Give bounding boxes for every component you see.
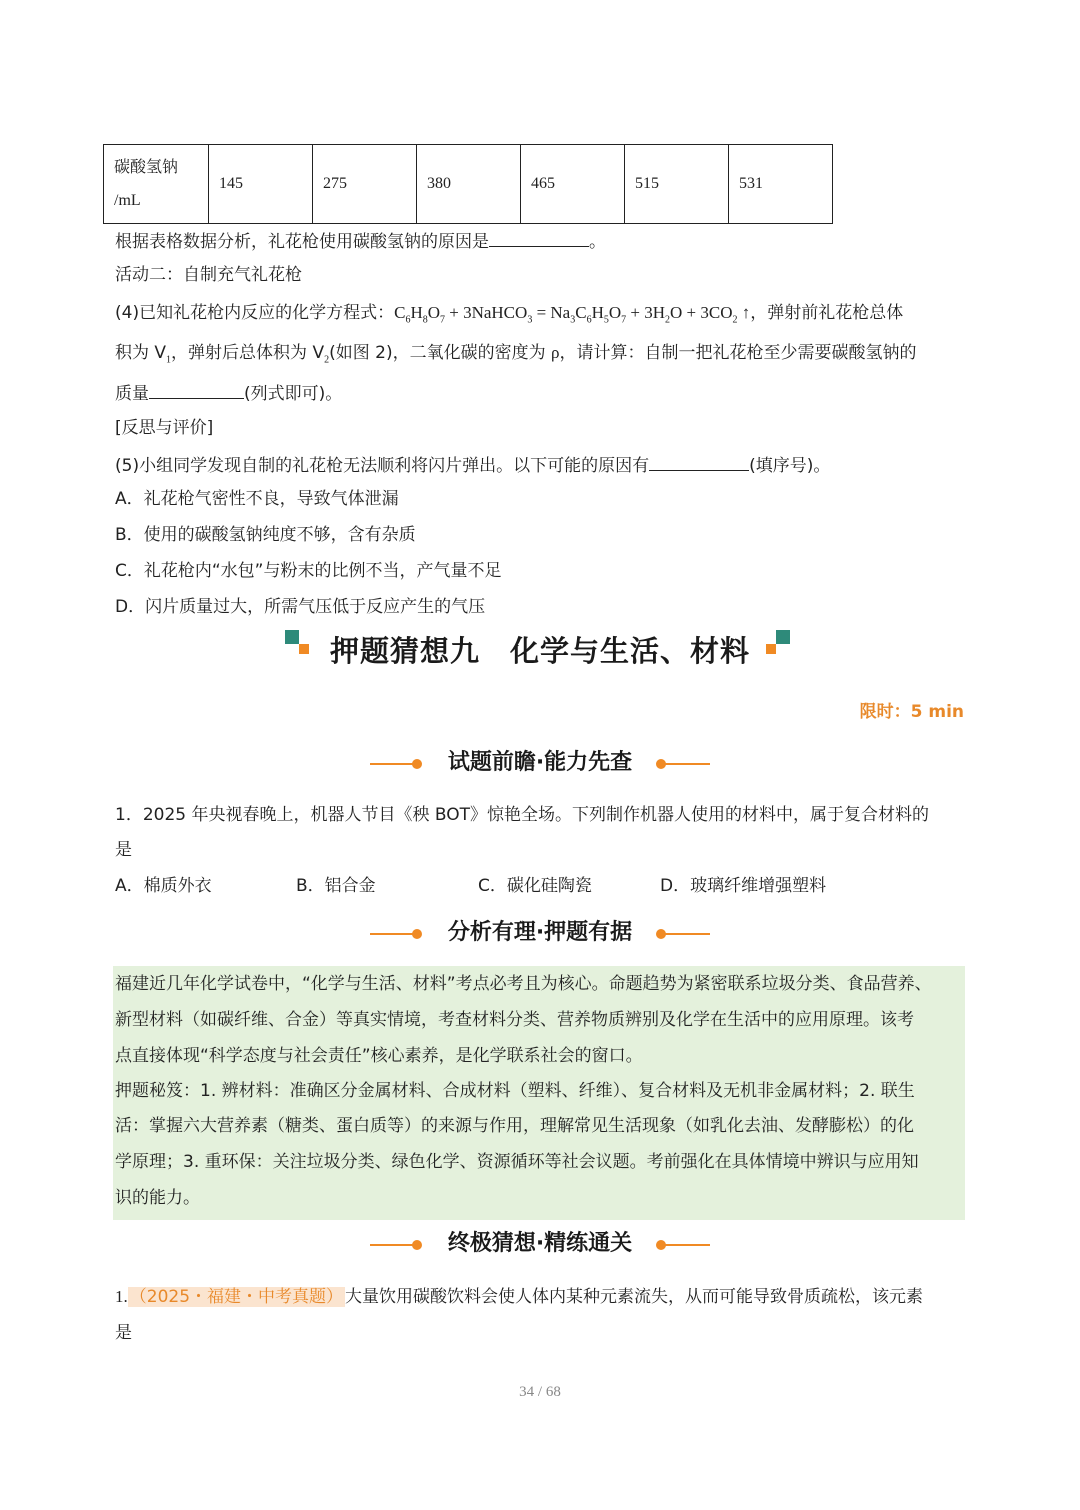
reflection-heading: [反思与评价] xyxy=(115,418,214,438)
table-cell: 275 xyxy=(313,145,417,224)
table-cell: 380 xyxy=(417,145,521,224)
table-cell: 515 xyxy=(625,145,729,224)
q1-option-d: D．玻璃纤维增强塑料 xyxy=(660,876,827,896)
q1-line-2: 是 xyxy=(115,840,132,860)
analysis-line: 福建近几年化学试卷中，“化学与生活、材料”考点必考且为核心。命题趋势为紧密联系垃圾分类、食品营养、 xyxy=(115,974,932,994)
q1-option-c: C．碳化硅陶瓷 xyxy=(478,876,592,896)
q3-analysis: 根据表格数据分析，礼花枪使用碳酸氢钠的原因是 。 xyxy=(115,232,606,252)
q1-option-a: A．棉质外衣 xyxy=(115,876,212,896)
section-header-practice xyxy=(0,1227,1080,1261)
q1-option-b: B．铝合金 xyxy=(296,876,376,896)
source-tag: （2025・福建・中考真题） xyxy=(129,1287,344,1307)
header-line-2: /mL xyxy=(114,192,141,209)
section-header-analysis xyxy=(0,916,1080,950)
analysis-line: 押题秘笈：1. 辨材料：准确区分金属材料、合成材料（塑料、纤维）、复合材料及无机非金属材料；2. 联生 xyxy=(115,1081,915,1101)
activity-2: 活动二：自制充气礼花枪 xyxy=(115,265,302,285)
section-header-title: 试题前瞻·能力先查 xyxy=(447,750,633,775)
section-title-wrap xyxy=(0,628,1080,674)
answer-blank xyxy=(149,382,244,399)
analysis-line: 新型材料（如碳纤维、合金）等真实情境，考查材料分类、营养物质辨别及化学在生活中的应用原理。该考 xyxy=(115,1010,914,1030)
table-cell: 465 xyxy=(521,145,625,224)
q5-option-b: B．使用的碳酸氢钠纯度不够，含有杂质 xyxy=(115,525,416,545)
section-header-preview xyxy=(0,746,1080,780)
header-line-1: 碳酸氢钠 xyxy=(114,157,179,176)
q5-option-a: A．礼花枪气密性不良，导致气体泄漏 xyxy=(115,489,399,509)
analysis-line: 识的能力。 xyxy=(115,1188,200,1208)
q4-line-2: 积为 $V_1$，弹射后总体积为 $V_2$(如图 2)，二氧化碳的密度为 ρ，请计算：自制一把礼花枪至少需要碳酸氢钠的 xyxy=(115,343,917,366)
time-limit: 限时：5 min xyxy=(859,702,964,722)
answer-blank xyxy=(649,454,749,471)
table-header-cell xyxy=(104,145,209,224)
q1-line-1: 1．2025 年央视春晚上，机器人节目《秧 BOT》惊艳全场。下列制作机器人使用的材料中，属于复合材料的 xyxy=(115,805,930,825)
analysis-line: 活：掌握六大营养素（糖类、蛋白质等）的来源与作用，理解常见生活现象（如乳化去油、发酵膨松）的化 xyxy=(115,1116,914,1136)
analysis-line: 学原理；3. 重环保：关注垃圾分类、绿色化学、资源循环等社会议题。考前强化在具体情境中辨识与应用知 xyxy=(115,1152,919,1172)
data-table xyxy=(103,144,833,224)
q5-option-d: D．闪片质量过大，所需气压低于反应产生的气压 xyxy=(115,597,486,617)
section-title: 押题猜想九 化学与生活、材料 xyxy=(329,634,750,668)
q5-option-c: C．礼花枪内“水包”与粉末的比例不当，产气量不足 xyxy=(115,561,502,581)
analysis-line: 点直接体现“科学态度与社会责任”核心素养，是化学联系社会的窗口。 xyxy=(115,1046,643,1066)
page-number: 34 / 68 xyxy=(519,1384,561,1400)
final-question-line-2: 是 xyxy=(115,1323,132,1343)
q4-line-1: (4)已知礼花枪内反应的化学方程式：$C_6H_8O_7$ + 3NaHCO$_3$ = $Na_3C_6H_5O_7 + 3H_2O + 3CO_2$ ↑，弹射前礼花枪总体 xyxy=(115,303,904,326)
table-cell: 145 xyxy=(209,145,313,224)
q4-line-3: 质量 (列式即可)。 xyxy=(115,384,343,404)
table-cell: 531 xyxy=(729,145,833,224)
answer-blank xyxy=(489,230,589,247)
title-decoration-right xyxy=(766,630,792,660)
chemical-equation: $C_6H_8O_7$ + 3NaHCO$_3$ = $Na_3C_6H_5O_7 + 3H_2O + 3CO_2$ ↑ xyxy=(394,303,751,326)
rho-symbol: ρ xyxy=(550,343,560,362)
section-header-title: 终极猜想·精练通关 xyxy=(447,1231,633,1256)
q5-line: (5)小组同学发现自制的礼花枪无法顺利将闪片弹出。以下可能的原因有 (填序号)。 xyxy=(115,456,831,476)
table-row xyxy=(104,145,833,224)
final-question-line-1: 1. （2025・福建・中考真题） 大量饮用碳酸饮料会使人体内某种元素流失，从而可能导致骨质疏松，该元素 xyxy=(115,1287,924,1307)
section-header-title: 分析有理·押题有据 xyxy=(447,920,633,945)
